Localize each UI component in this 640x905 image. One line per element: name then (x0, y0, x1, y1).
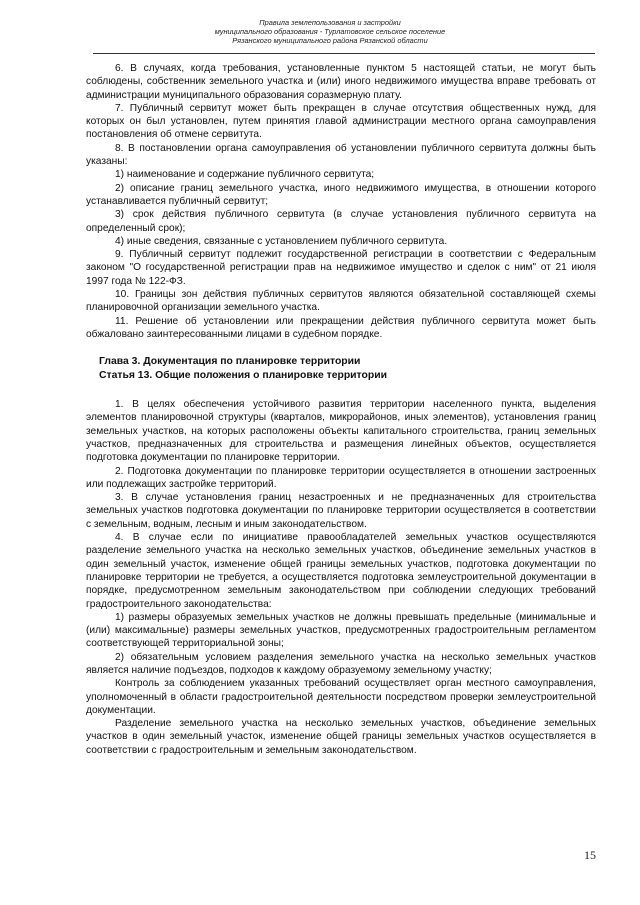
paragraph-11: 11. Решение об установлении или прекращении действия публичного сервитута может быть обжаловано заинтересованными лицами в судебном порядке. (86, 315, 596, 340)
paragraph-9: 9. Публичный сервитут подлежит государственной регистрации в соответствии с Федеральным законом "О государственной регистрации прав на недвижимое имущество и сделок с ним" от 21 июля 1997 года № 122-ФЗ. (86, 249, 596, 287)
chapter-title: Глава 3. Документация по планировке территории (99, 356, 361, 368)
page-body (86, 62, 596, 757)
division-paragraph: Разделение земельного участка на несколько земельных участков, объединение земельных участков в один земельный участок, изменение общей границы земельных участков осуществляется в соответствии с градостроительным и земельным законодательством. (86, 718, 596, 756)
list-item: 2) обязательным условием разделения земельного участка на несколько земельных участков является наличие подъездов, подходов к каждому образуемому земельному участку; (86, 651, 596, 676)
article-title: Статья 13. Общие положения о планировке территории (99, 369, 387, 381)
header-divider (93, 53, 595, 54)
article-paragraph-1: 1. В целях обеспечения устойчивого развития территории населенного пункта, выделения элементов планировочной структуры (кварталов, микрорайонов, иных элементов), установления границ земельных участков, на которых расположены объекты капитального строительства, границ земельных участков, предназначенных для строительства и размещения линейных объектов, осуществляется подготовка документации по планировке территории. (86, 399, 596, 464)
paragraph-8: 8. В постановлении органа самоуправления об установлении публичного сервитута должны быть указаны: (86, 142, 596, 168)
paragraph-10: 10. Границы зон действия публичных сервитутов являются обязательной составляющей схемы планировочной организации земельного участка. (86, 289, 596, 314)
running-header (90, 18, 570, 45)
list-item: 1) наименование и содержание публичного сервитута; (115, 169, 375, 181)
header-line-2: муниципального образования - Турлатовское сельское поселение (214, 27, 446, 36)
article-paragraph-2: 2. Подготовка документации по планировке территории осуществляется в отношении застроенных или подлежащих застройке территорий. (86, 465, 596, 490)
article-paragraph-4: 4. В случае если по инициативе правообладателей земельных участков осуществляются разделение земельного участка на несколько земельных участков, объединение земельных участков в один земельный участок, изменение общей границы земельных участков, подготовка документации по планировке территории не требуется, а осуществляется подготовка землеустроительной документации в порядке, предусмотренном земельным законодательством при соблюдении следующих требований градостроительного законодательства: (86, 532, 596, 610)
paragraph-7: 7. Публичный сервитут может быть прекращен в случае отсутствия общественных нужд, для которых он был установлен, путем принятия главой администрации местного органа самоуправления постановления об отмене сервитута. (86, 102, 596, 141)
paragraph-6: 6. В случаях, когда требования, установленные пунктом 5 настоящей статьи, не могут быть соблюдены, собственник земельного участка и (или) иного недвижимого имущества вправе требовать от администрации муниципального образования соразмерную плату. (86, 63, 596, 101)
header-line-3: Рязанского муниципального района Рязанской области (232, 36, 428, 45)
list-item: 4) иные сведения, связанные с установлением публичного сервитута. (115, 235, 448, 247)
control-paragraph: Контроль за соблюдением указанных требований осуществляет орган местного самоуправления, уполномоченный в области градостроительной деятельности посредством проверки землеустроительной документации. (86, 678, 596, 716)
list-item: 3) срок действия публичного сервитута (в случае установления публичного сервитута на определенный срок); (86, 209, 596, 234)
header-line-1: Правила землепользования и застройки (259, 18, 401, 27)
list-item: 2) описание границ земельного участка, иного недвижимого имущества, в отношении которого устанавливается публичный сервитут; (86, 182, 596, 207)
article-paragraph-3: 3. В случае установления границ незастроенных и не предназначенных для строительства земельных участков подготовка документации по планировке территории осуществляется в соответствии с земельным, водным, лесным и иным законодательством. (86, 492, 596, 530)
list-item: 1) размеры образуемых земельных участков не должны превышать предельные (минимальные и (или) максимальные) размеры земельных участков, предусмотренных градостроительным регламентом соответствующей территориальной зоны; (86, 611, 596, 650)
page-number: 15 (584, 848, 596, 862)
